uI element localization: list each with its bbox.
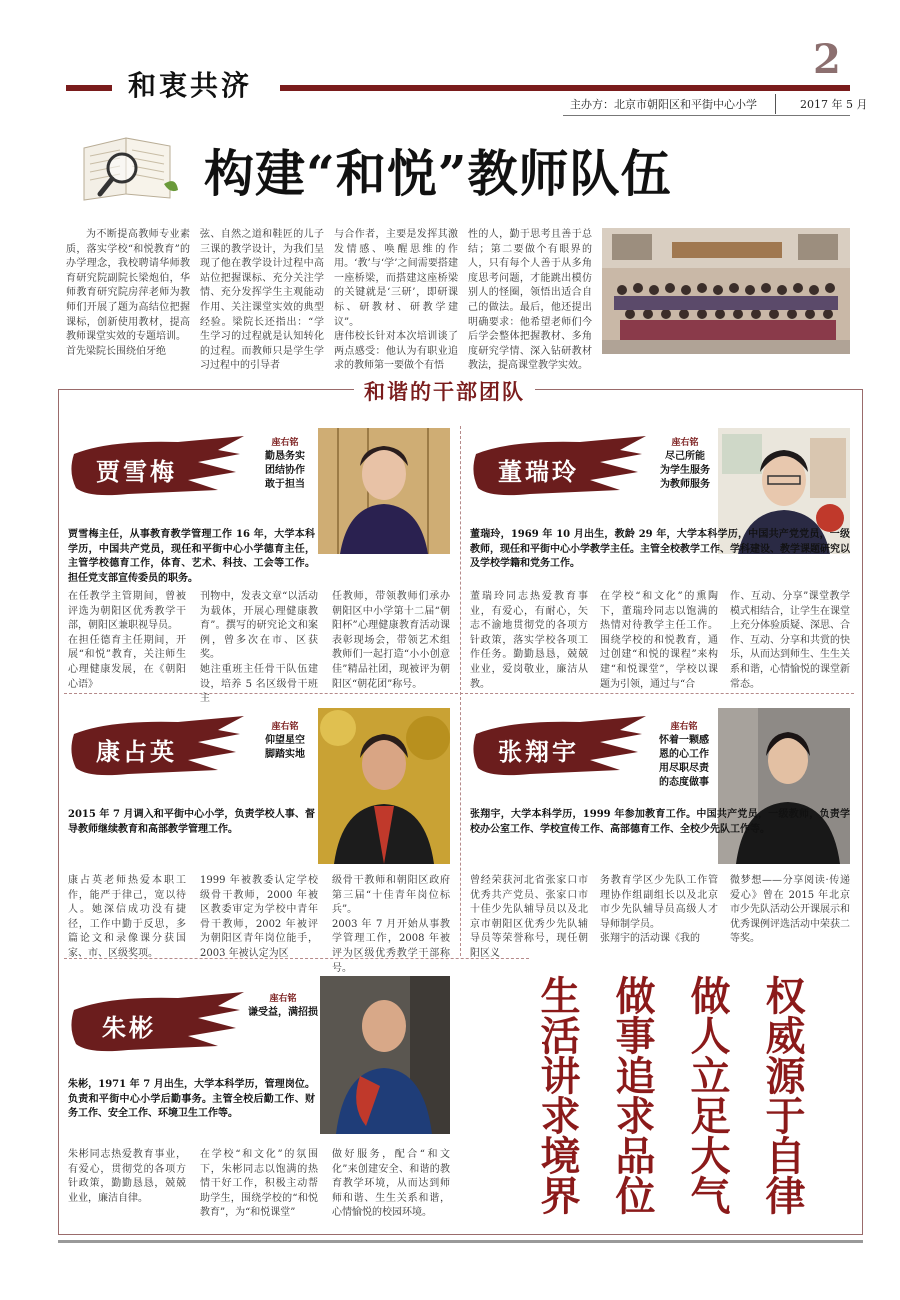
member-name: 董瑞玲 [498, 457, 579, 486]
name-banner [68, 988, 248, 1058]
member-motto [652, 720, 716, 790]
motto-line: 勤恳务实 [265, 451, 305, 462]
member-motto [248, 992, 318, 1020]
page-number: 2 [813, 36, 841, 83]
member-portrait [320, 976, 450, 1134]
header-underline [563, 115, 850, 116]
name-banner [68, 432, 248, 502]
motto-line: 仰望星空 [265, 735, 305, 746]
motto-line: 谦受益，满招损 [248, 1007, 318, 1018]
motto-line: 尽己所能 [665, 451, 705, 462]
member-intro: 张翔宇，大学本科学历，1999 年参加教育工作。中国共产党员，一级教师，负责学校办公室工作、学校宣传工作、高部德育工作、全校少先队工作等。 [470, 809, 850, 835]
member-motto [255, 720, 315, 762]
motto-line: 为教师服务 [660, 479, 710, 490]
member-portrait [318, 708, 450, 864]
member-name: 朱彬 [102, 1013, 156, 1042]
member-name: 贾雪梅 [96, 457, 177, 486]
member-column: 康占英老师热爱本职工作，能严于律己，宽以待人。她深信成功没有捷径，工作中勤于反思，多篇论文和录像课分获国家、市、区级奖项。 [68, 875, 186, 959]
member-column: 微梦想——分享阅读·传递爱心》曾在 2015 年北京市少先队活动公开课展示和优秀课例评选活动中荣获二等奖。 [730, 875, 850, 945]
motto-line: 用尽职尽责 [659, 763, 709, 774]
member-column: 任教师，带领教师们承办朝阳区中小学第十二届“朝阳杯”心理健康教育活动课表彰现场会，带领艺术组教师们一起打造“小小创意佳”精品社团，现被评为朝阳区“朝花团”称号。 [332, 591, 450, 690]
motto-line: 怀着一颗感 [659, 735, 709, 746]
book-magnifier-icon [78, 124, 182, 202]
panel-divider-vertical [460, 426, 462, 956]
motto-line: 为学生服务 [660, 465, 710, 476]
motto-label: 座右铭 [271, 722, 299, 732]
member-portrait [718, 708, 850, 864]
group-photo [602, 228, 850, 354]
article-column-2: 弦、自然之道和鞋匠的儿子三课的教学设计，为我们呈现了他在教学设计过程中高站位把握课标、充分关注学情、充分发挥学生主观能动作用、关注课堂实效的典型经验。梁院长还指出：“学生学习的过程就是认知转化的过程。而教师只是学生学习过程中的引导者 [200, 229, 324, 372]
motto-line: 团结协作 [265, 465, 305, 476]
article-column-4: 性的人，勤于思考且善于总结；第二要做个有眼界的人，只有每个人善于从多角度思考问题，才能跳出模仿别人的怪圈，领悟出适合自己的做法。最后，他还提出明确要求：他希望老师们今后学会整体把握教材、多角度研究学情、深入钻研教材教法，提高课堂教学实效。 [468, 229, 592, 372]
header-separator [775, 94, 776, 114]
name-banner [68, 712, 248, 782]
member-column: 务教育学区少先队工作管理协作组副组长以及北京市少先队辅导员高级人才导师制学员。 张翔宇的活动课《我的 [600, 875, 718, 945]
article-column-3: 与合作者，主要是发挥其激发情感、唤醒思维的作用。‘教’与‘学’之间需要搭建一座桥梁，而搭建这座桥梁的关键就是‘三研’，即研课标、研教材、研教学建议”。 唐伟校长针对本次培训谈了两点感受：他认为有职业追求的教师第一要做个有悟 [334, 229, 458, 372]
member-portrait [318, 428, 450, 554]
issue-date: 2017 年 5 月 [800, 98, 868, 111]
article-column-1: 为不断提高教师专业素质，落实学校“和悦教育”的办学理念，我校聘请华师教育研究院副院长梁炮伯，华师教育研究院房萍老师为教师们开展了题为高结位把握课标，创新使用教材，提高教师课堂实效的专题培训。 首先梁院长围绕伯牙绝 [66, 229, 190, 357]
member-column: 曾经荣获河北省张家口市优秀共产党员、张家口市十佳少先队辅导员以及北京市朝阳区优秀少先队辅导员等荣誉称号，现任朝阳区义 [470, 875, 588, 959]
member-name: 康占英 [96, 737, 177, 766]
motto-line: 敢于担当 [265, 479, 305, 490]
motto-label: 座右铭 [671, 438, 699, 448]
member-intro: 朱彬，1971 年 7 月出生，大学本科学历，管理岗位。负责和平街中心小学后勤事务。主管全校后勤工作、财务工作、安全工作、环境卫生工作等。 [68, 1079, 315, 1120]
motto-label: 座右铭 [670, 722, 698, 732]
name-banner [470, 712, 650, 782]
member-column: 在学校“和文化”的氛围下，朱彬同志以饱满的热情干好工作，积极主动帮助学生，围绕学校的“和悦教育”，为“和悦课堂” [200, 1149, 318, 1219]
member-column: 1999 年被教委认定学校级骨干教师，2000 年被区教委审定为学校中青年骨干教师，2002 年被评为朝阳区青年岗位能手，2003 年被认定为区 [200, 875, 318, 959]
calligraphy-line: 做人立足大气 [684, 975, 731, 1215]
motto-line: 脚踏实地 [265, 749, 305, 760]
motto-label: 座右铭 [271, 438, 299, 448]
team-title: 和谐的干部团队 [354, 376, 535, 406]
member-column: 在学校“和文化”的熏陶下，董瑞玲同志以饱满的热情对待教学主任工作。围绕学校的和悦教育，通过创建“和悦的课程”来构建“和悦课堂”，学校以课题为引领，通过与“合 [600, 591, 718, 690]
name-banner [470, 432, 650, 502]
organizer-line: 主办方：北京市朝阳区和平街中心小学 [570, 98, 757, 111]
section-name: 和衷共济 [128, 69, 253, 102]
member-column: 做好服务，配合“和文化”来创建安全、和谐的教育教学环境，从而达到师师和谐、生生关系和谐，心情愉悦的校园环境。 [332, 1149, 450, 1219]
member-intro: 贾雪梅主任，从事教育教学管理工作 16 年，大学本科学历，中国共产党员，现任和平街中心小学德育主任，主管学校德育工作，体育、艺术、科技、工会等工作。担任党支部宣传委员的职务。 [68, 529, 315, 584]
headline: 构建“和悦”教师队伍 [204, 144, 672, 203]
bottom-rule [58, 1240, 863, 1243]
member-column: 董瑞玲同志热爱教育事业，有爱心，有耐心，矢志不渝地贯彻党的各项方针政策，落实学校各项工作任务。勤勤恳恳，兢兢业业，爱岗敬业，廉洁从教。 [470, 591, 588, 690]
motto-line: 的态度做事 [659, 777, 709, 788]
calligraphy-line: 权威源于自律 [759, 975, 806, 1215]
member-column: 朱彬同志热爱教育事业，有爱心，贯彻党的各项方针政策，勤勤恳恳，兢兢业业，廉洁自律。 [68, 1149, 186, 1204]
calligraphy-line: 做事追求品位 [609, 975, 656, 1215]
member-intro: 2015 年 7 月调入和平街中心小学，负责学校人事、督导教师继续教育和高部教学管理工作。 [68, 809, 315, 835]
member-intro: 董瑞玲，1969 年 10 月出生，教龄 29 年，大学本科学历，中国共产党党员，一级教师，现任和平街中心小学教学主任。主管全校教学工作、学科建设、教学课题研究以及学校学籍和党务工作。 [470, 529, 850, 570]
member-motto [255, 436, 315, 492]
header-bar-left [66, 85, 112, 91]
member-column: 作、互动、分享”课堂教学模式相结合，让学生在课堂上充分体验质疑、深思、合作、互动、分享和共赏的快乐，从而达到师生、生生关系和谐，心情愉悦的课堂新常态。 [730, 591, 850, 690]
motto-label: 座右铭 [269, 994, 297, 1004]
panel-divider-1 [64, 693, 854, 694]
member-column: 级骨干教师和朝阳区政府第三届“十佳青年岗位标兵”。 2003 年 7 月开始从事教学管理工作，2008 年被评为区级优秀教学干部称号。 [332, 875, 450, 974]
calligraphy-line: 生活讲求境界 [534, 975, 581, 1215]
member-column: 刊物中，发表文章“以活动为载体，开展心理健康教育”。撰写的研究论文和案例，曾多次在市、区获奖。 她注重班主任骨干队伍建设，培养 5 名区级骨干班主 [200, 591, 318, 705]
member-name: 张翔宇 [498, 737, 579, 766]
motto-line: 恩的心工作 [659, 749, 709, 760]
member-motto [650, 436, 720, 492]
member-column: 在任教学主管期间，曾被评选为朝阳区优秀教学干部，朝阳区兼职视导员。 在担任德育主任期间，开展“和悦”教育，关注师生心理健康发展，在《朝阳心语》 [68, 591, 186, 690]
header-bar-right [280, 85, 850, 91]
